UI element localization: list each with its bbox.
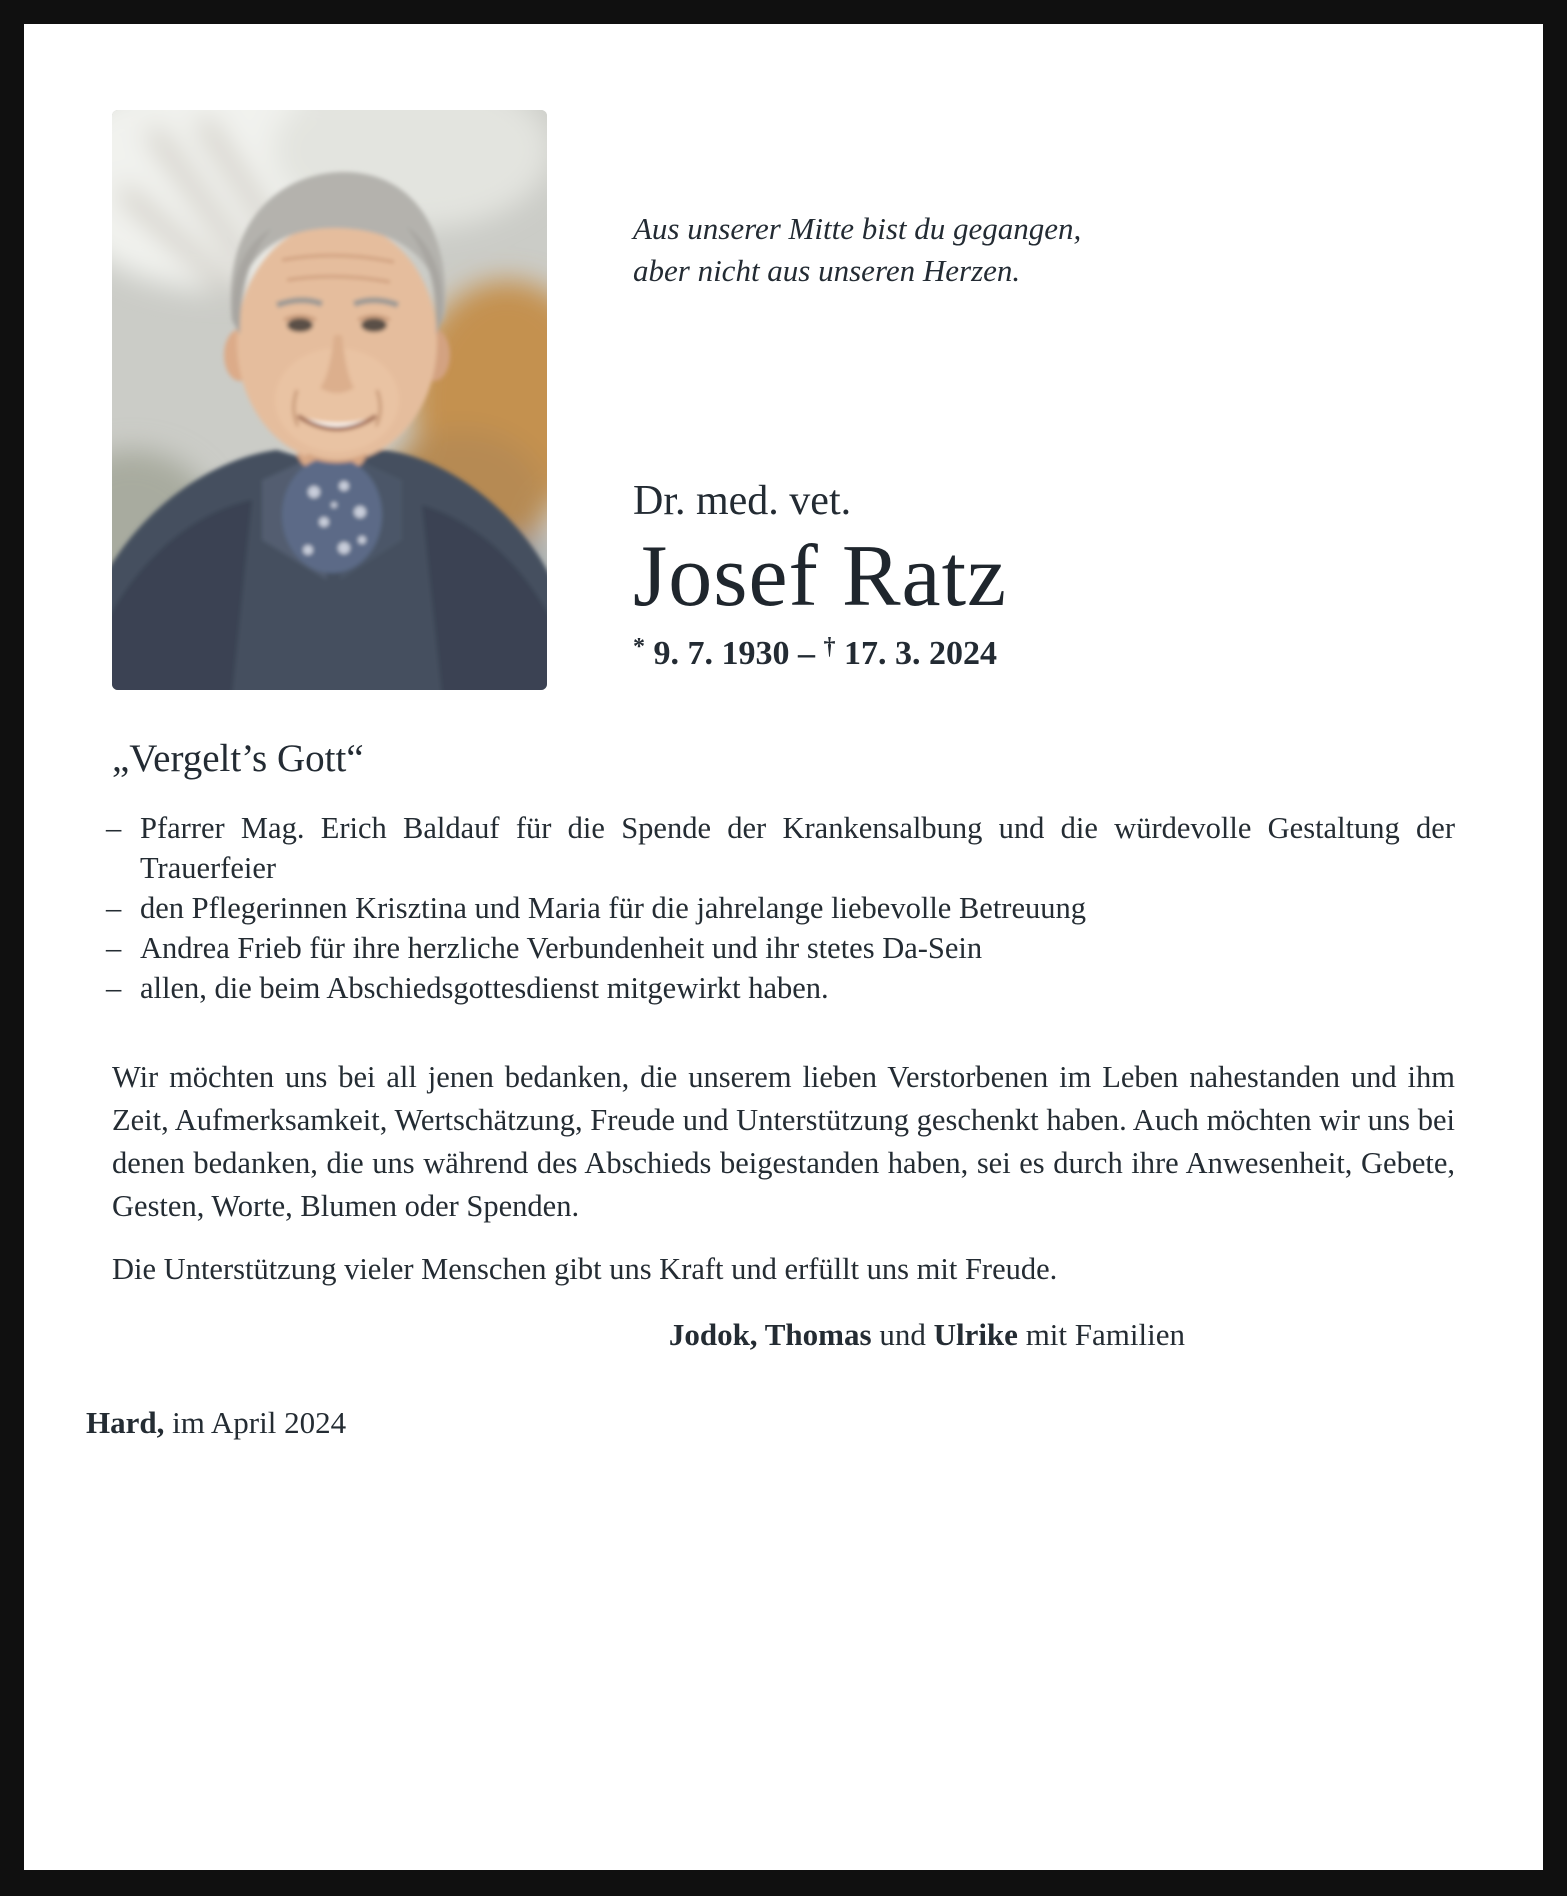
- list-item: [106, 808, 1455, 888]
- memorial-quote-line-2: aber nicht aus unseren Herzen.: [633, 253, 1021, 288]
- obituary-page: [24, 24, 1543, 1870]
- portrait-photo-illustration: [112, 110, 547, 690]
- place-name: Hard,: [86, 1405, 165, 1440]
- list-bullet: –: [106, 891, 122, 925]
- list-item-text: den Pflegerinnen Krisztina und Maria für die jahrelange liebevolle Betreuung: [140, 891, 1087, 925]
- list-bullet: –: [106, 811, 122, 845]
- place-and-date: [86, 1405, 1455, 1441]
- list-item: [106, 968, 1455, 1008]
- family-signature: [112, 1317, 1455, 1353]
- list-item: [106, 888, 1455, 928]
- date-text: im April 2024: [172, 1405, 347, 1440]
- birth-date: 9. 7. 1930: [653, 635, 790, 672]
- dates-separator: –: [798, 635, 815, 672]
- memorial-quote-line-1: Aus unserer Mitte bist du gegangen,: [633, 211, 1082, 246]
- support-paragraph: Die Unterstützung vieler Menschen gibt uns Kraft und erfüllt uns mit Freude.: [112, 1252, 1058, 1286]
- birth-symbol: *: [633, 634, 645, 660]
- list-item-text: Andrea Frieb für ihre herzliche Verbundenheit und ihr stetes Da-Sein: [140, 931, 983, 965]
- header-section: [112, 110, 1455, 690]
- signature-name-2: Ulrike: [933, 1317, 1018, 1352]
- deceased-name: Josef Ratz: [633, 528, 1008, 625]
- life-dates: [633, 634, 1455, 673]
- acknowledgement-paragraph: Wir möchten uns bei all jenen bedanken, die unserem lieben Verstorbenen im Leben nahestanden und ihm Zeit, Aufmerksamkeit, Wertschätzung, Freude und Unterstützung geschenkt haben. Auch möchten wir uns bei denen bedanken, die uns während des Abschieds beigestanden haben, sei es durch ihre Anwesenheit, Gebete, Gesten, Worte, Blumen oder Spenden.: [112, 1060, 1455, 1223]
- signature-connector: und: [879, 1317, 926, 1352]
- portrait-photo: [112, 110, 547, 690]
- death-date: 17. 3. 2024: [844, 635, 997, 672]
- list-bullet: –: [106, 931, 122, 965]
- list-item-text: Pfarrer Mag. Erich Baldauf für die Spende der Krankensalbung und die würdevolle Gestaltung der Trauerfeier: [140, 811, 1455, 885]
- deceased-title-prefix: Dr. med. vet.: [633, 478, 852, 524]
- thanks-list: [106, 808, 1455, 1008]
- list-item: [106, 928, 1455, 968]
- thanks-heading: „Vergelt’s Gott“: [112, 737, 364, 780]
- signature-names-1: Jodok, Thomas: [668, 1317, 872, 1352]
- list-item-text: allen, die beim Abschiedsgottesdienst mitgewirkt haben.: [140, 971, 829, 1005]
- signature-suffix: mit Familien: [1025, 1317, 1185, 1352]
- list-bullet: –: [106, 971, 122, 1005]
- death-symbol: †: [823, 634, 836, 660]
- header-text-block: [547, 110, 1455, 673]
- memorial-quote: [633, 208, 1455, 292]
